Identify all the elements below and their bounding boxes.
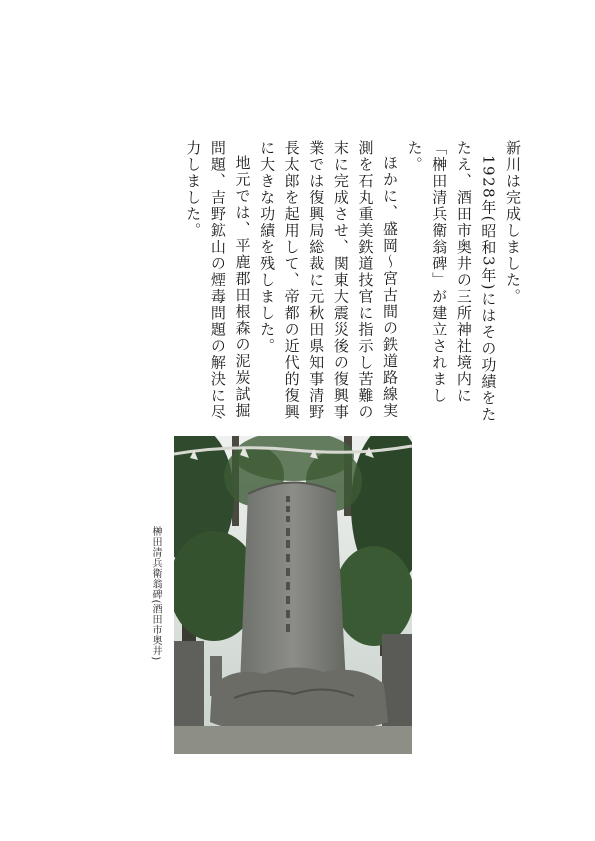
body-text xyxy=(181,140,525,435)
paragraph-2: 1928年(昭和3年)にはその功績をたたえ、酒田市奥井の三所神社境内に「榊田清兵衛翁碑」が建立されました。 xyxy=(405,140,498,423)
paragraph-4: 地元では、平鹿郡田根森の泥炭試掘問題、吉野鉱山の煙毒問題の解決に尽力しました。 xyxy=(184,140,252,421)
monument-illustration xyxy=(174,436,412,754)
paragraph-3: ほかに、盛岡〜宮古間の鉄道路線実測を石丸重美鉄道技官に指示し苦難の末に完成させ、関東大震災後の復興事業では復興局総裁に元秋田県知事清野長太郎を起用して、帝都の近代的復興に大きな功績を残しました。 xyxy=(258,140,400,421)
paragraph-1: 新川は完成しました。 xyxy=(504,140,522,305)
monument-photo xyxy=(174,436,412,754)
photo-caption: 榊田清兵衛翁碑(酒田市奥井) xyxy=(150,526,161,661)
